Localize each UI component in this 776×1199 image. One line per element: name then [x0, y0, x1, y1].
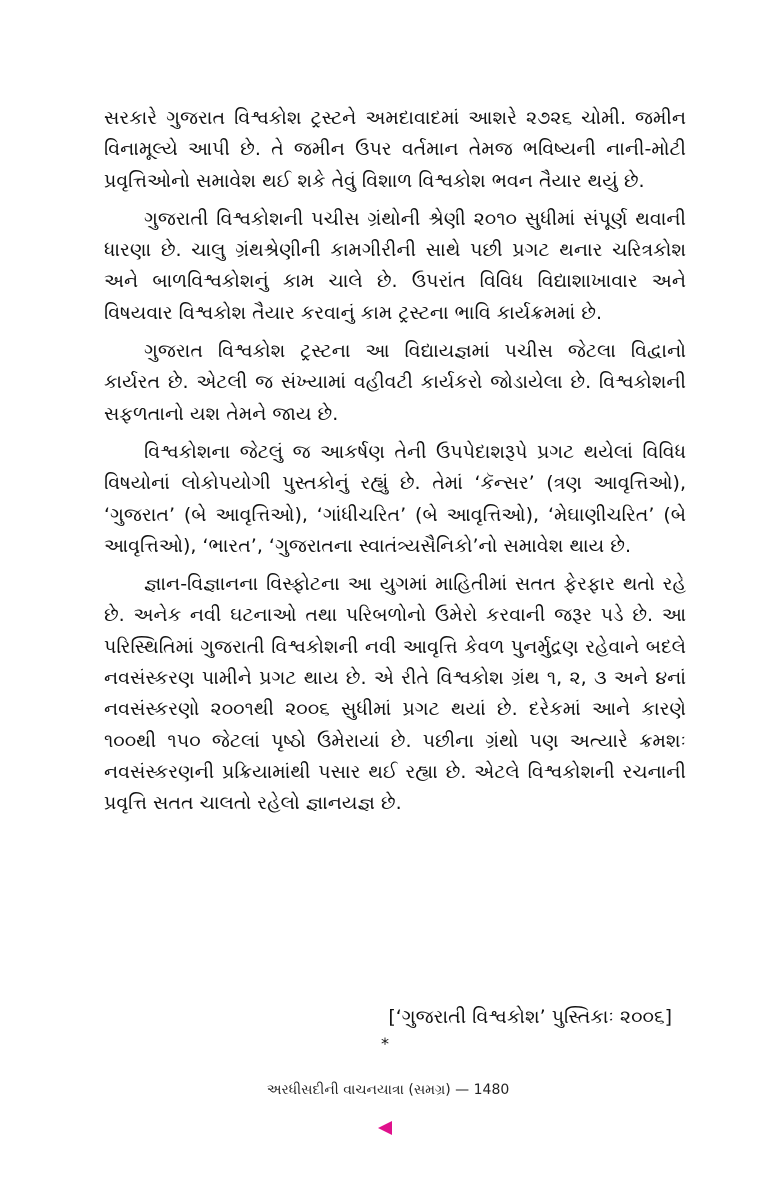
body-text: [104, 103, 686, 827]
paragraph-1: સરકારે ગુજરાત વિશ્વકોશ ટ્રસ્ટને અમદાવાદમાં આશરે ૨૭૨૬ ચોમી. જમીન વિનામૂલ્યે આપી છે. તે જમીન ઉપર વર્તમાન તેમજ ભવિષ્યની નાની-મોટી પ્રવૃત્તિઓનો સમાવેશ થઈ શકે તેવું વિશાળ વિશ્વકોશ ભવન તૈયાર થયું છે.: [104, 107, 686, 192]
previous-page-arrow-icon[interactable]: [378, 1121, 392, 1135]
paragraph-3: ગુજરાત વિશ્વકોશ ટ્રસ્ટના આ વિદ્યાયજ્ઞમાં પચીસ જેટલા વિદ્વાનો કાર્યરત છે. એટલી જ સંખ્યામાં વહીવટી કાર્યકરો જોડાયેલા છે. વિશ્વકોશની સફળતાનો યશ તેમને જાય છે.: [104, 340, 686, 425]
section-separator: *: [381, 1034, 389, 1053]
paragraph-2: ગુજરાતી વિશ્વકોશની પચીસ ગ્રંથોની શ્રેણી ૨૦૧૦ સુધીમાં સંપૂર્ણ થવાની ધારણા છે. ચાલુ ગ્રંથશ્રેણીની કામગીરીની સાથે પછી પ્રગટ થનાર ચરિત્રકોશ અને બાળવિશ્વકોશનું કામ ચાલે છે. ઉપરાંત વિવિધ વિદ્યાશાખાવાર અને વિષયવાર વિશ્વકોશ તૈયાર કરવાનું કામ ટ્રસ્ટના ભાવિ કાર્યક્રમમાં છે.: [104, 207, 686, 324]
paragraph-5: જ્ઞાન-વિજ્ઞાનના વિસ્ફોટના આ યુગમાં માહિતીમાં સતત ફેરફાર થતો રહે છે. અનેક નવી ઘટનાઓ તથા પરિબળોનો ઉમેરો કરવાની જરૂર પડે છે. આ પરિસ્થિતિમાં ગુજરાતી વિશ્વકોશની નવી આવૃત્તિ કેવળ પુનર્મુદ્રણ રહેવાને બદલે નવસંસ્કરણ પામીને પ્રગટ થાય છે. એ રીતે વિશ્વકોશ ગ્રંથ ૧, ૨, ૩ અને ૪નાં નવસંસ્કરણો ૨૦૦૧થી ૨૦૦૬ સુધીમાં પ્રગટ થયાં છે. દરેકમાં આને કારણે ૧૦૦થી ૧૫૦ જેટલાં પૃષ્ઠો ઉમેરાયાં છે. પછીના ગ્રંથો પણ અત્યારે ક્રમશઃ નવસંસ્કરણની પ્રક્રિયામાંથી પસાર થઈ રહ્યા છે. એટલે વિશ્વકોશની રચનાની પ્રવૃત્તિ સતત ચાલતો રહેલો જ્ઞાનયજ્ઞ છે.: [104, 573, 686, 815]
paragraph-4: વિશ્વકોશના જેટલું જ આકર્ષણ તેની ઉપપેદાશરૂપે પ્રગટ થયેલાં વિવિધ વિષયોનાં લોકોપયોગી પુસ્તકોનું રહ્યું છે. તેમાં ‘કૅન્સર’ (ત્રણ આવૃત્તિઓ), ‘ગુજરાત’ (બે આવૃત્તિઓ), ‘ગાંધીચરિત’ (બે આવૃત્તિઓ), ‘મેઘાણીચરિત’ (બે આવૃત્તિઓ), ‘ભારત’, ‘ગુજરાતના સ્વાતંત્ર્યસૈનિકો’નો સમાવેશ થાય છે.: [104, 440, 686, 557]
source-citation: [‘ગુજરાતી વિશ્વકોશ’ પુસ્તિકાઃ ૨૦૦૬]: [388, 1006, 672, 1028]
page-footer: અરધીસદીની વાચનયાત્રા (સમગ્ર) — 1480: [266, 1082, 510, 1098]
